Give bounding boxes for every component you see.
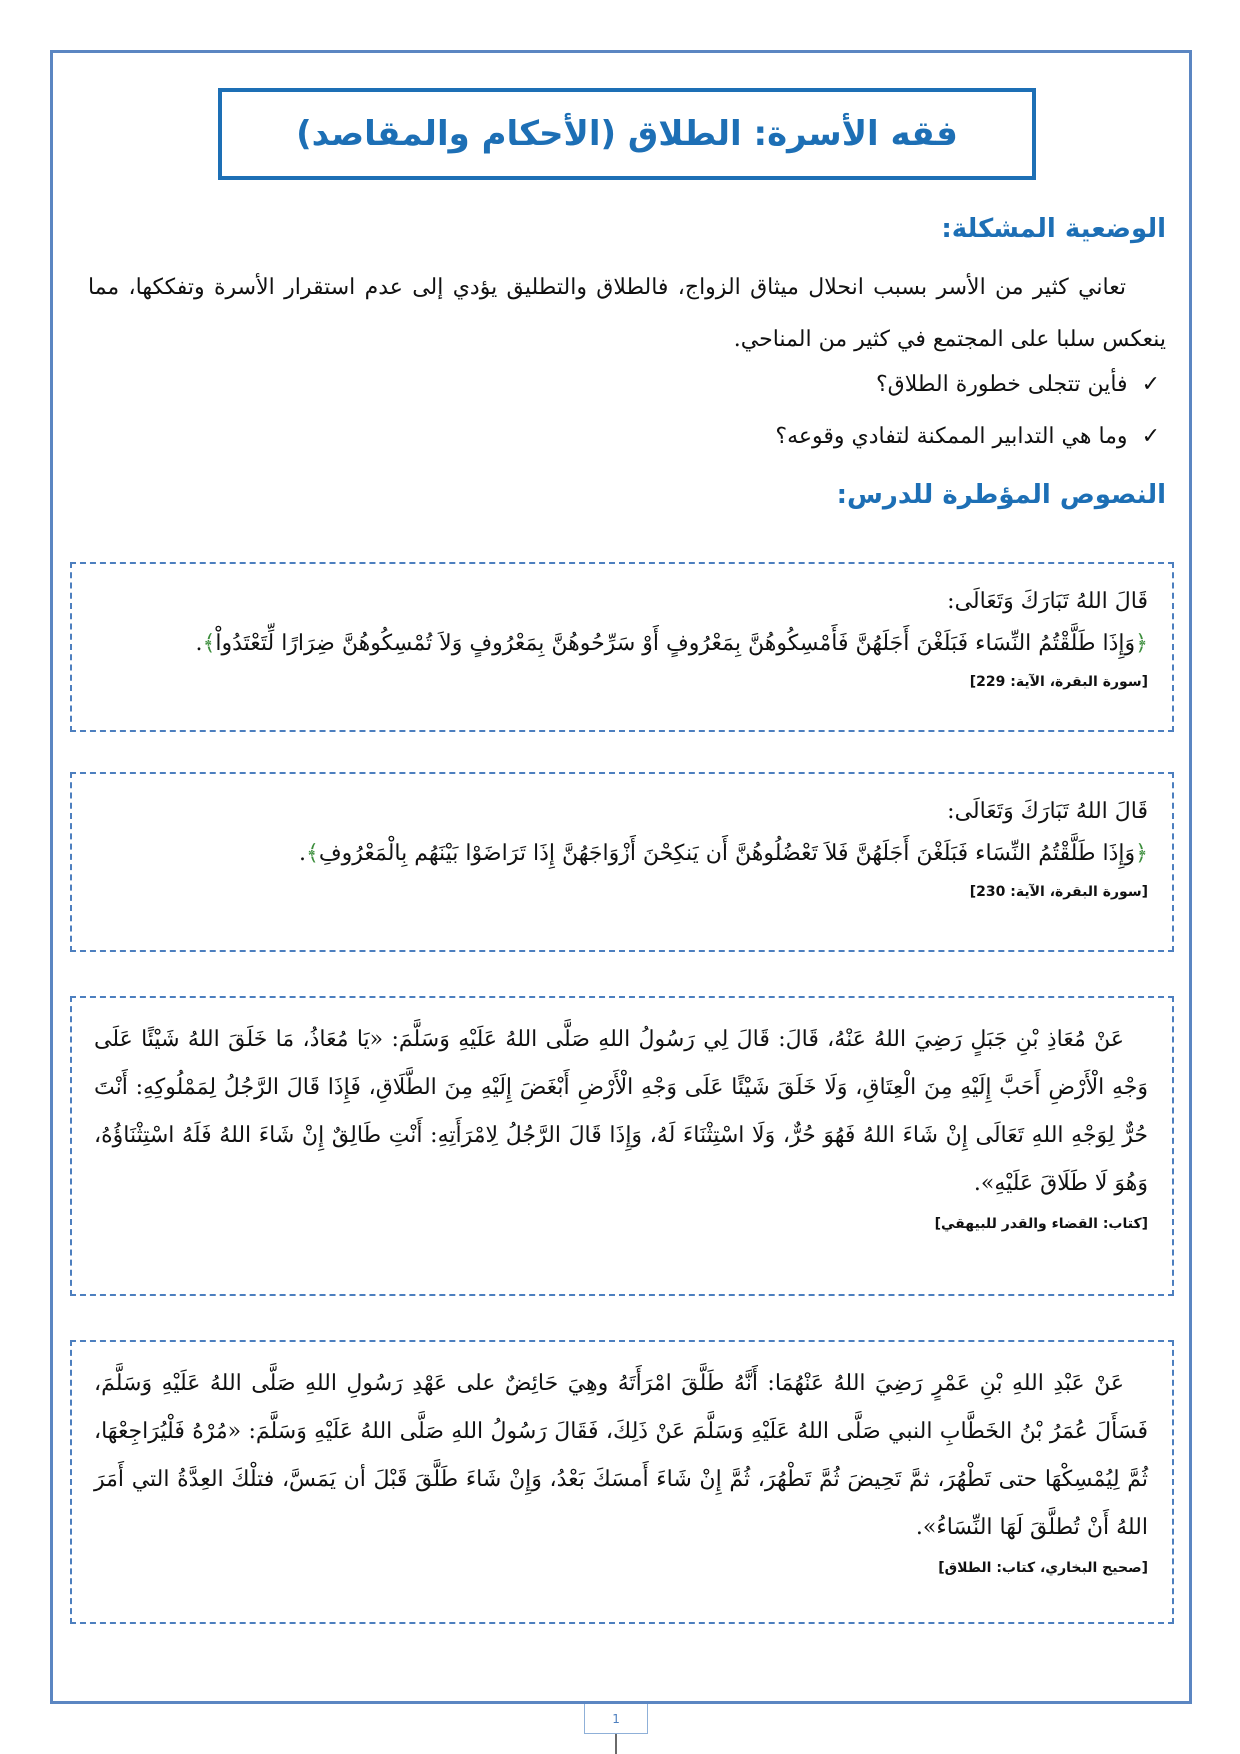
- hadith-paragraph: عَنْ مُعَاذِ بْنِ جَبَلٍ رَضِيَ اللهُ عَنْهُ، قَالَ: قَالَ لِي رَسُولُ اللهِ صَلَّى اللهُ عَلَيْهِ وَسَلَّمَ: «يَا مُعَاذُ، مَا خَلَقَ اللهُ شَيْئًا عَلَى وَجْهِ الْأَرْضِ أَحَبَّ إِلَيْهِ مِنَ الْعِتَاقِ، وَلَا خَلَقَ شَيْئًا عَلَى وَجْهِ الْأَرْضِ أَبْغَضَ إِلَيْهِ مِنَ الطَّلَاقِ، فَإِذَا قَالَ الرَّجُلُ لِمَمْلُوكِهِ: أَنْتَ حُرٌّ لِوَجْهِ اللهِ تَعَالَى إِنْ شَاءَ اللهُ فَهُوَ حُرٌّ، وَلَا اسْتِثْنَاءَ لَهُ، وَإِذَا قَالَ الرَّجُلُ لِامْرَأَتِهِ: أَنْتِ طَالِقٌ إِنْ شَاءَ اللهُ فَلَهُ اسْتِثْنَاؤُهُ، وَهُوَ لَا طَلَاقَ عَلَيْهِ».: [94, 1027, 1148, 1196]
- hadith-paragraph: عَنْ عَبْدِ اللهِ بْنِ عَمْرٍ رَضِيَ اللهُ عَنْهُمَا: أَنَّهُ طَلَّقَ امْرَأَتَهُ وهِيَ حَائِضٌ على عَهْدِ رَسُولِ اللهِ صَلَّى اللهُ عَلَيْهِ وَسَلَّمَ، فَسَأَلَ عُمَرُ بْنُ الخَطَّابِ النبي صَلَّى اللهُ عَلَيْهِ وَسَلَّمَ عَنْ ذَلِكَ، فَقَالَ رَسُولُ اللهِ صَلَّى اللهُ عَلَيْهِ وَسَلَّمَ: «مُرْهُ فَلْيُرَاجِعْهَا، ثُمَّ لِيُمْسِكْهَا حتى تَطْهُرَ، ثمَّ تَحِيضَ ثُمَّ تَطْهُرَ، ثُمَّ إِنْ شَاءَ أَمسَكَ بَعْدُ، وَإِنْ شَاءَ طَلَّقَ قَبْلَ أن يَمَسَّ، فتلْكَ العِدَّةُ التي أَمَرَ اللهُ أَنْ تُطلَّقَ لَهَا النِّسَاءُ».: [94, 1371, 1148, 1540]
- hadith-box: [70, 1340, 1174, 1624]
- hadith-reference: [كتاب: القضاء والقدر للبيهقي]: [934, 1216, 1148, 1232]
- verse-close-bracket: ﴾: [305, 841, 319, 866]
- verse-reference: [سورة البقرة، الآية: 229]: [969, 674, 1148, 690]
- situation-paragraph: تعاني كثير من الأسر بسبب انحلال ميثاق الزواج، فالطلاق والتطليق يؤدي إلى عدم استقرار الأسرة وتفككها، مما ينعكس سلبا على المجتمع في كثير من المناحي.: [88, 275, 1166, 352]
- situation-heading: الوضعية المشكلة:: [941, 214, 1166, 244]
- hadith-box: [70, 996, 1174, 1296]
- verse-line: [94, 622, 1148, 666]
- verse-reference: [سورة البقرة، الآية: 230]: [969, 884, 1148, 900]
- title-box: [218, 88, 1036, 180]
- verse-end: .: [298, 841, 306, 866]
- hadith-reference: [صحيح البخاري، كتاب: الطلاق]: [938, 1560, 1148, 1576]
- page-number-tail: [615, 1734, 617, 1754]
- question-text: وما هي التدابير الممكنة لتفادي وقوعه؟: [775, 424, 1128, 449]
- verse-open-bracket: ﴿: [1135, 841, 1148, 866]
- check-icon: ✓: [1141, 424, 1160, 449]
- verse-close-bracket: ﴾: [202, 631, 216, 656]
- verse-box: [70, 562, 1174, 732]
- verse-end: .: [195, 631, 203, 656]
- verse-intro: قَالَ اللهُ تَبَارَكَ وَتَعَالَى:: [947, 589, 1148, 614]
- hadith-text: [94, 1360, 1148, 1552]
- verse-line: [94, 832, 1148, 876]
- verse-text: وَإِذَا طَلَّقْتُمُ النِّسَاء فَبَلَغْنَ أَجَلَهُنَّ فَلاَ تَعْضُلُوهُنَّ أَن يَنكِحْنَ أَزْوَاجَهُنَّ إِذَا تَرَاضَوْا بَيْنَهُم بِالْمَعْرُوفِ: [318, 841, 1136, 866]
- situation-text: [88, 262, 1166, 366]
- question-text: فأين تتجلى خطورة الطلاق؟: [876, 372, 1128, 397]
- question-item: [775, 424, 1160, 449]
- verse-box: [70, 772, 1174, 952]
- verse-open-bracket: ﴿: [1135, 631, 1148, 656]
- verse-text: وَإِذَا طَلَّقْتُمُ النِّسَاء فَبَلَغْنَ أَجَلَهُنَّ فَأَمْسِكُوهُنَّ بِمَعْرُوفٍ أَوْ سَرِّحُوهُنَّ بِمَعْرُوفٍ وَلاَ تُمْسِكُوهُنَّ ضِرَارًا لِّتَعْتَدُواْ: [215, 631, 1136, 656]
- hadith-text: [94, 1016, 1148, 1208]
- page-number: 1: [584, 1704, 648, 1734]
- question-item: [876, 372, 1160, 397]
- check-icon: ✓: [1141, 372, 1160, 397]
- page-title: فقه الأسرة: الطلاق (الأحكام والمقاصد): [296, 114, 958, 154]
- verse-intro: قَالَ اللهُ تَبَارَكَ وَتَعَالَى:: [947, 799, 1148, 824]
- texts-heading: النصوص المؤطرة للدرس:: [836, 480, 1166, 510]
